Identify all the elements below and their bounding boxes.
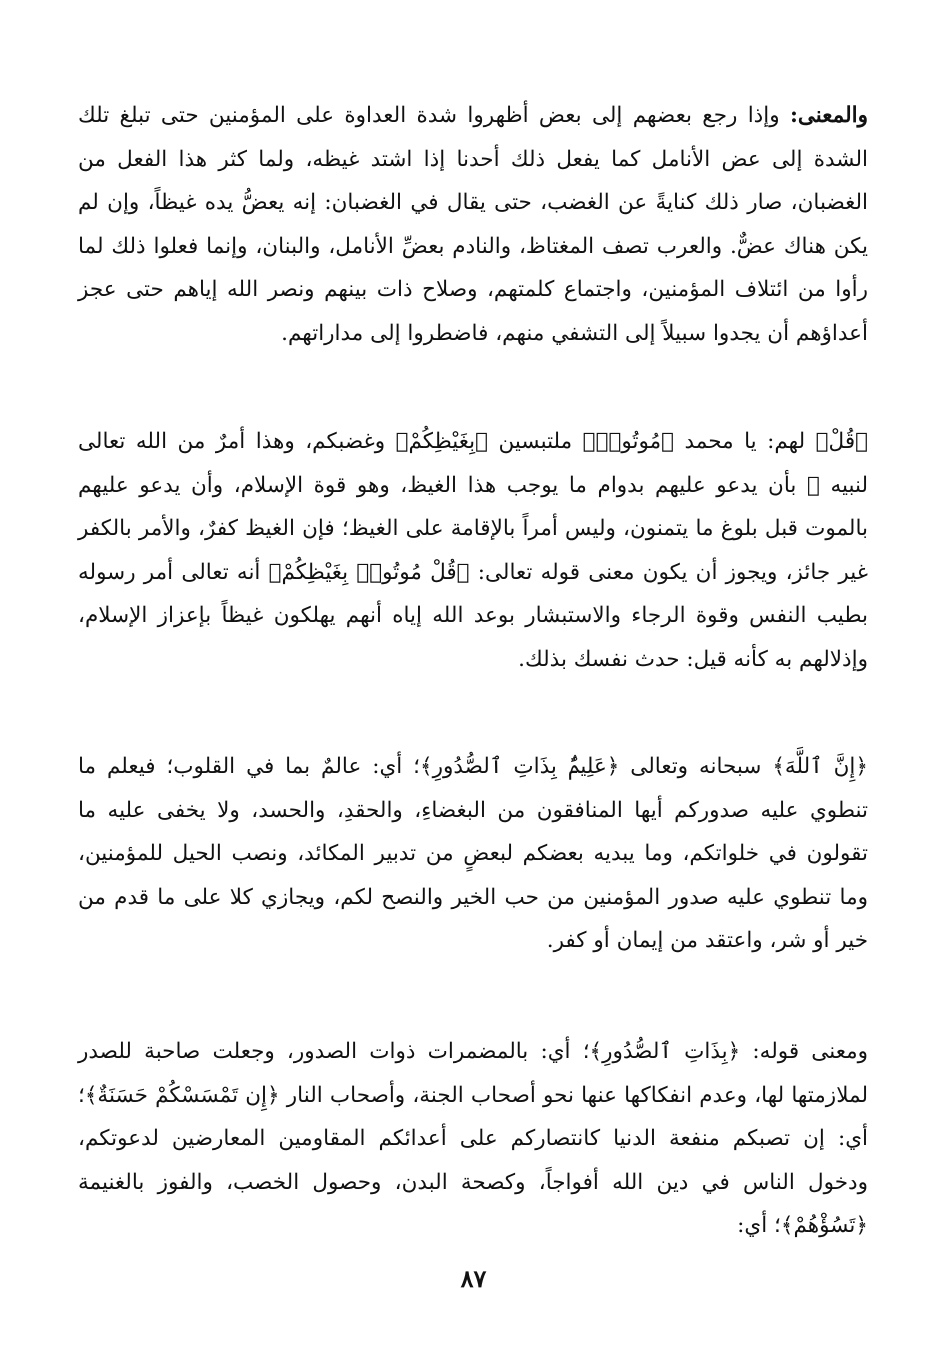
paragraph-text: ﴿إِنَّ ٱللَّهَ﴾ سبحانه وتعالى ﴿عَلِيمٌۢ بِذَاتِ ٱلصُّدُورِ﴾؛ أي: عالمٌ بما في القلوب؛ فيعلم ما تنطوي عليه صدوركم أيها المنافقون من البغضاءِ، والحقدِ، والحسد، ولا يخفى عليه ما تقولون في خلواتكم، وما يبديه بعضكم لبعضٍ من تدبير المكائد، ونصب الحيل للمؤمنين، وما تنطوي عليه صدور المؤمنين من حب الخير والنصح لكم، ويجازي كلا على ما قدم من خير أو شر، واعتقد من إيمان أو كفر. — [78, 754, 868, 953]
paragraph-text: ﴿قُلْ﴾ لهم: يا محمد ﴿مُوتُوا۟﴾ ملتبسين ﴿بِغَيْظِكُمْ﴾ وغضبكم، وهذا أمرٌ من الله تعالى لنبيه ﷺ بأن يدعو عليهم بدوام ما يوجب هذا الغيظ، وهو قوة الإسلام، وأن يدعو عليهم بالموت قبل بلوغ ما يتمنون، وليس أمراً بالإقامة على الغيظ؛ فإن الغيظ كفرٌ، والأمر بالكفر غير جائز، ويجوز أن يكون معنى قوله تعالى: ﴿قُلْ مُوتُوا۟ بِغَيْظِكُمْ﴾ أنه تعالى أمر رسوله بطيب النفس وقوة الرجاء والاستبشار بوعد الله إياه أنهم يهلكون غيظاً بإعزاز الإسلام، وإذلالهم به كأنه قيل: حدث نفسك بذلك. — [78, 429, 868, 672]
paragraph-text: ومعنى قوله: ﴿بِذَاتِ ٱلصُّدُورِ﴾؛ أي: بالمضمرات ذوات الصدور، وجعلت صاحبة للصدر لملازمتها لها، وعدم انفكاكها عنها نحو أصحاب الجنة، وأصحاب النار ﴿إِن تَمْسَسْكُمْ حَسَنَةٌ﴾؛ أي: إن تصبكم منفعة الدنيا كانتصاركم على أعدائكم المقاومين المعارضين لدعوتكم، ودخول الناس في دين الله أفواجاً، وكصحة البدن، وحصول الخصب، والفوز بالغنيمة ﴿تَسُؤْهُمْ﴾؛ أي: — [78, 1039, 868, 1238]
paragraph-say-die — [78, 420, 868, 681]
page-number: ٨٧ — [460, 1264, 487, 1293]
paragraph-meaning — [78, 94, 868, 355]
paragraph-meaning-of-saying — [78, 1030, 868, 1248]
paragraph-text: وإذا رجع بعضهم إلى بعض أظهروا شدة العداوة على المؤمنين حتى تبلغ تلك الشدة إلى عض الأنامل كما يفعل ذلك أحدنا إذا اشتد غيظه، ولما كثر هذا الفعل من الغضبان، صار ذلك كنايةً عن الغضب، حتى يقال في الغضبان: إنه يعضُّ يده غيظاً، وإن لم يكن هناك عضٌّ. والعرب تصف المغتاظ، والنادم بعضِّ الأنامل، والبنان، وإنما فعلوا ذلك لما رأوا من ائتلاف المؤمنين، واجتماع كلمتهم، وصلاح ذات بينهم ونصر الله إياهم حتى عجز أعداؤهم أن يجدوا سبيلاً إلى التشفي منهم، فاضطروا إلى مداراتهم. — [78, 103, 868, 346]
paragraph-lead-term: والمعنى: — [789, 103, 868, 128]
paragraph-allah-knows — [78, 745, 868, 963]
